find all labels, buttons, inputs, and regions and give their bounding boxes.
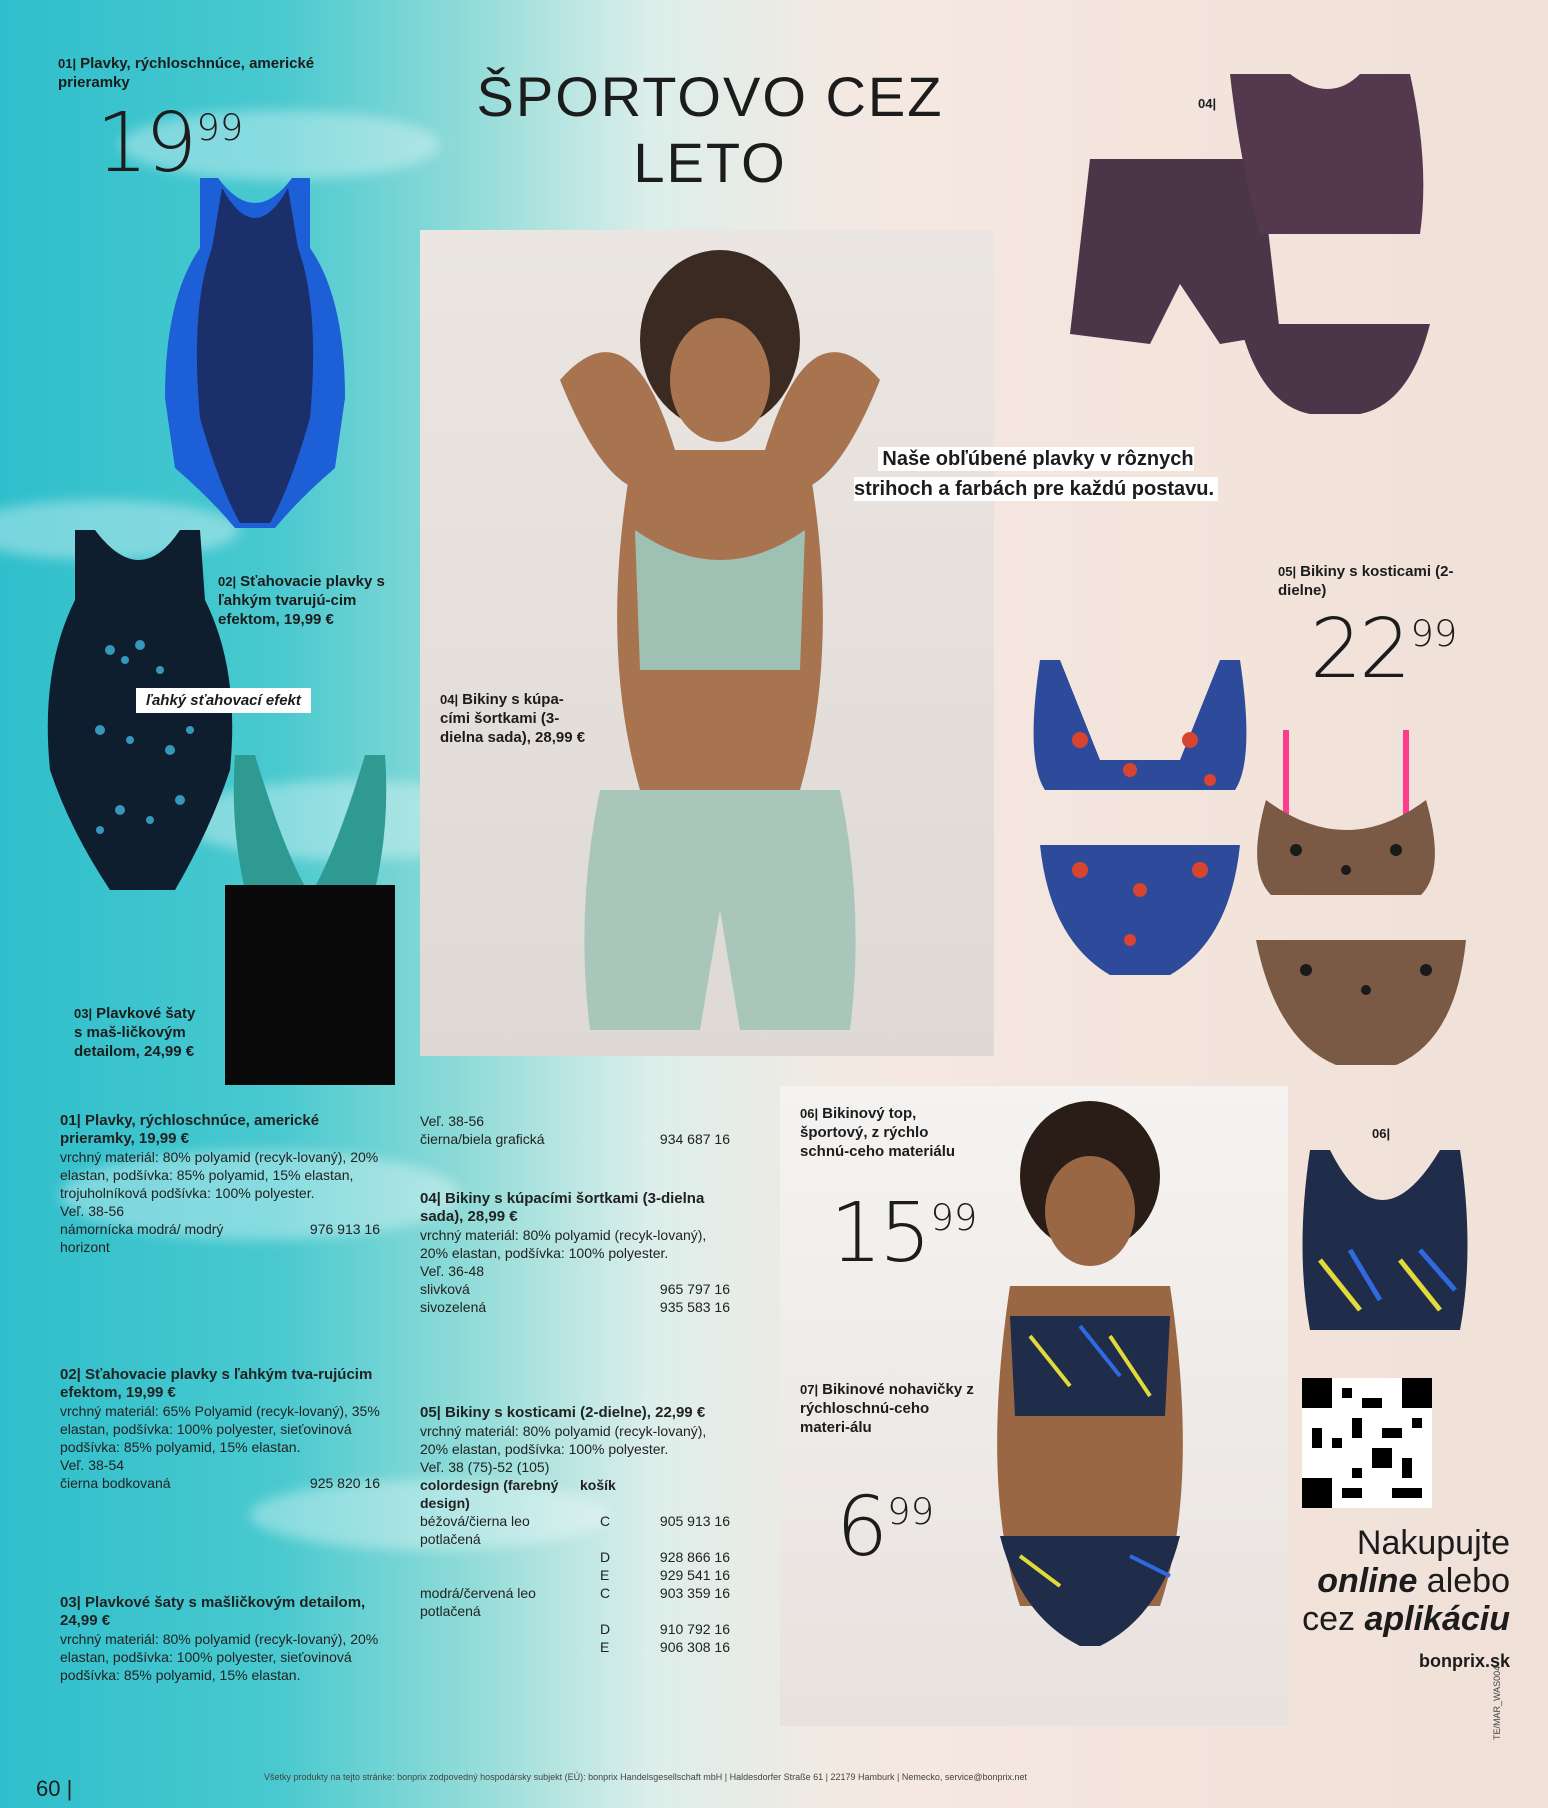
detail-03: 03| Plavkové šaty s mašličkovým detailom, 24,99 € vrchný materiál: 80% polyamid (recyk-lovaný), 20% elastan, podšívka: 100% polyester, sieťovinová podšívka: 85% polyamid, 15% elastan. [60,1594,379,1683]
site-link[interactable]: bonprix.sk [1418,1651,1510,1671]
slogan: Naše obľúbené plavky v rôznych strihoch a farbách pre každú postavu. [846,444,1226,504]
sports-top-06-image [1290,1140,1480,1340]
swimsuit-02-image [40,530,240,900]
callout-07: 07| Bikinové nohavičky z rýchloschnú-ceho materi-álu [800,1381,974,1436]
swimdress-03-image [215,745,405,1085]
model-photo-04 [420,230,994,1056]
price-05: $22^{99}$ [1310,602,1458,697]
page-title: ŠPORTOVO CEZ LETO [476,65,944,194]
tag-04: 04| [1198,96,1217,111]
page-number: 60 | [36,1776,73,1801]
price-06: $15^{99}$ [830,1186,978,1281]
tag-06: 06| [1372,1126,1391,1141]
detail-05: 05| Bikiny s kosticami (2-dielne), 22,99 € vrchný materiál: 80% polyamid (recyk-lovaný), 20% elastan, podšívka: 100% polyester. Veľ. 38 (75)-52 (105) colordesign (farebný design) košík béžová/čierna leo potlačená C 905 913 16 D 928 866 16 E 929 541 16 modrá/červená leo potlačená C 903 359 16 D 910 792 16 E 906 308 16 [420,1404,730,1655]
bikini-05-leo-image [1236,720,1516,1080]
detail-03-cont: Veľ. 38-56 čierna/biela grafická 934 687 16 [420,1113,730,1147]
detail-02: 02| Sťahovacie plavky s ľahkým tva-rujúcim efektom, 19,99 € vrchný materiál: 65% Polyamid (recyk-lovaný), 35% elastan, podšívka: 100% polyester, sieťovinová podšívka: 85% polyamid, 15% elastan. Veľ. 38-54 čierna bodkovaná 925 820 16 [60,1366,380,1491]
callout-04: 04| Bikiny s kúpa-cími šortkami (3-dielna sada), 28,99 € [440,691,586,746]
detail-04: 04| Bikiny s kúpacími šortkami (3-dielna sada), 28,99 € vrchný materiál: 80% polyamid (recyk-lovaný), 20% elastan, podšívka: 100% polyester. Veľ. 36-48 slivková 965 797 16 sivozelená 935 583 16 [420,1190,730,1315]
callout-03: 03| Plavkové šaty s maš-ličkovým detailom, 24,99 € [74,1005,196,1060]
badge-light-shaping: ľahký sťahovací efekt [136,688,311,713]
callout-01: 01| Plavky, rýchloschnúce, americké prieramky [58,55,315,91]
price-01: $19^{99}$ [96,96,244,191]
qr-code[interactable] [1302,1378,1432,1508]
side-code: TE/MAR_WAS004 [1492,1665,1502,1740]
footer-legal: Všetky produkty na tejto stránke: bonprix zodpovedný hospodársky subjekt (EÚ): bonprix Handelsgesellschaft mbH | Haldesdorfer Straße 61 | 22179 Hamburk | Nemecko, service@bonprix.net [264,1772,1028,1782]
price-07: $6^{99}$ [836,1480,935,1575]
bikini-set-04-image [1060,44,1440,464]
swimsuit-01-image [160,168,350,536]
online-promo: Nakupujte online alebo cez aplikáciu bonprix.sk [1260,1524,1510,1680]
callout-02: 02| Sťahovacie plavky s ľahkým tvarujú-cim efektom, 19,99 € [218,573,385,628]
callout-05: 05| Bikiny s kosticami (2-dielne) [1278,563,1454,599]
detail-01: 01| Plavky, rýchloschnúce, americké prieramky, 19,99 € vrchný materiál: 80% polyamid (recyk-lovaný), 20% elastan, podšívka: 85% polyamid, 15% elastan, trojuholníková podšívka: 100% polyester. Veľ. 38-56 námornícka modrá/ modrý horizont 976 913 16 [60,1112,380,1255]
callout-06: 06| Bikinový top, športový, z rýchlo schnú-ceho materiálu [800,1105,956,1160]
bikini-05-red-image [1020,620,1260,1000]
